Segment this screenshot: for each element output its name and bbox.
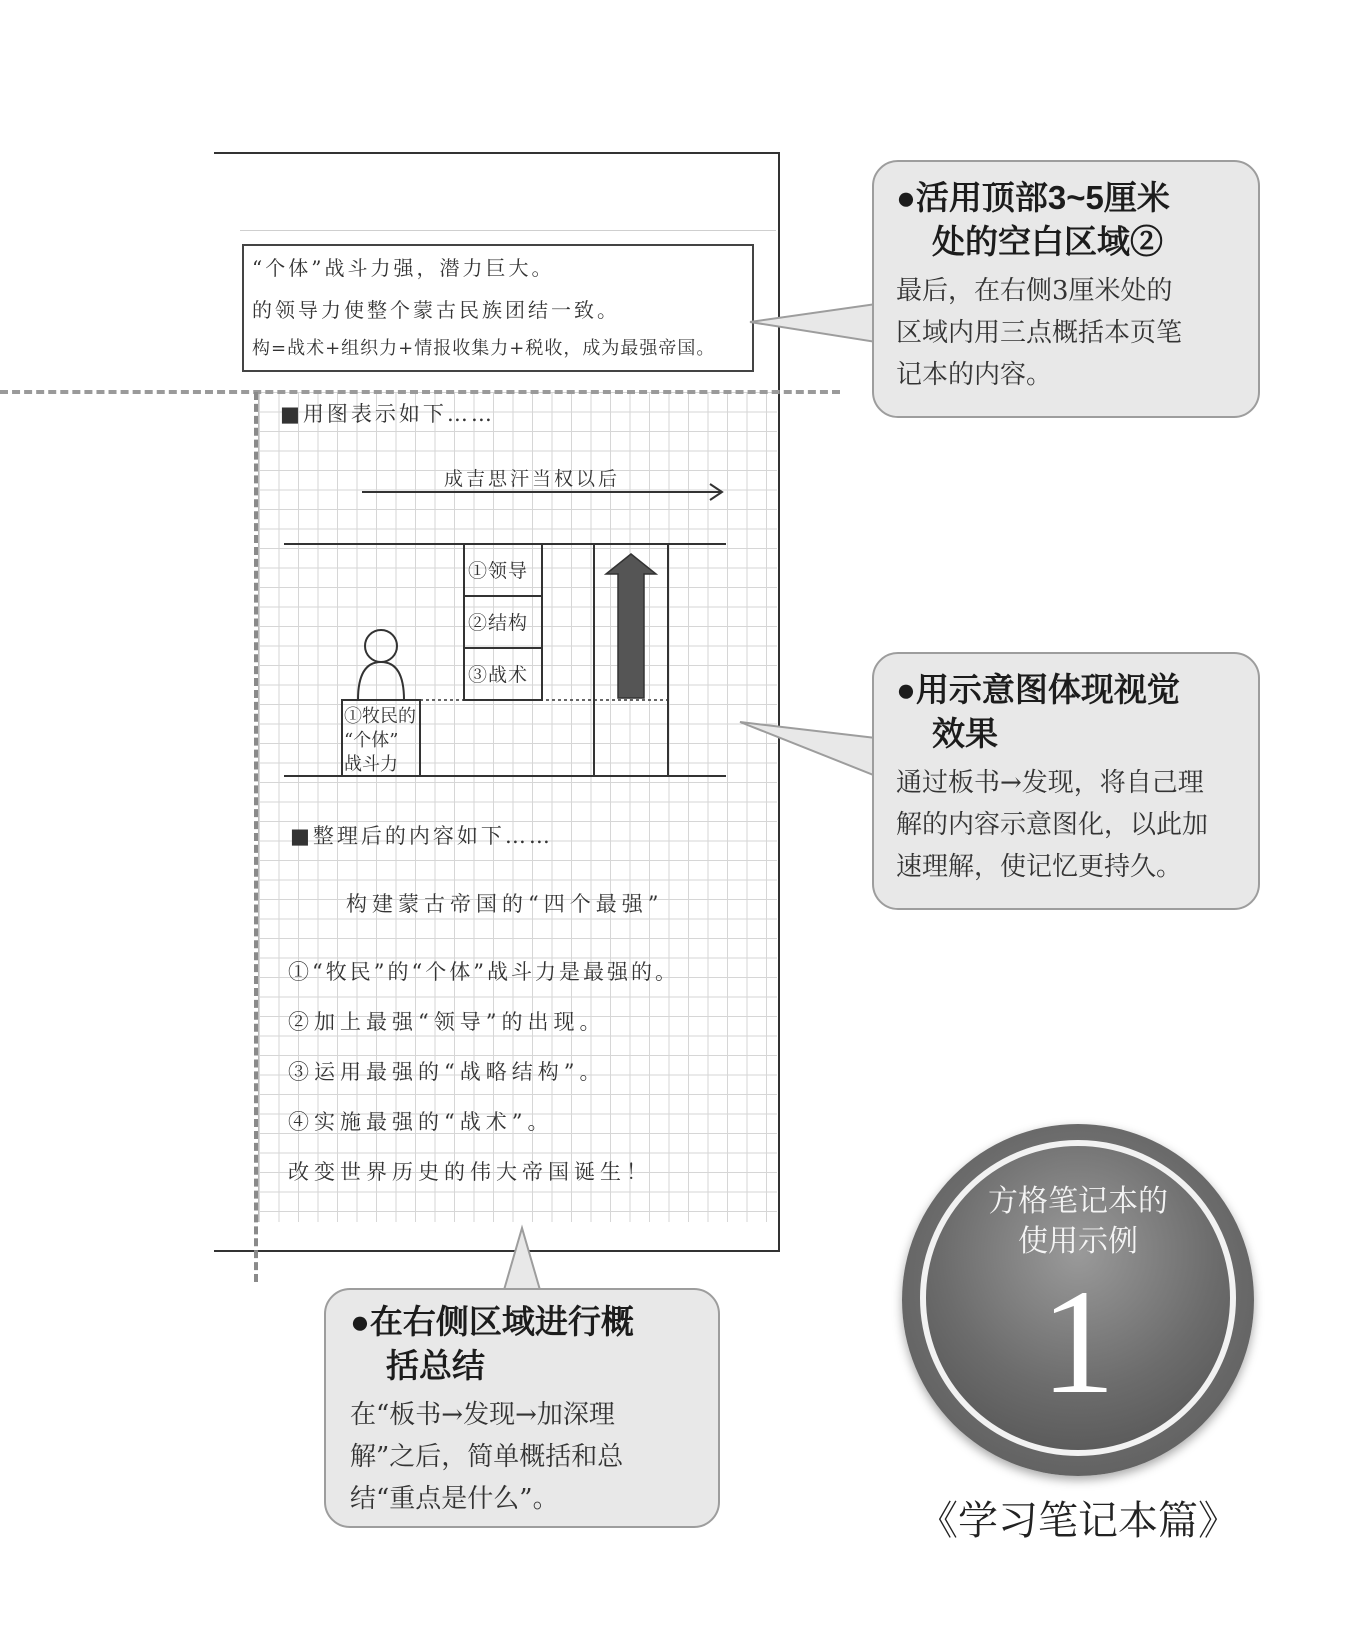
- callout-middle-body-1: 通过板书→发现，将自己理: [896, 768, 1204, 798]
- callout-bottom-body-2: 解”之后，简单概括和总: [350, 1442, 624, 1472]
- callout-middle-title-2: 效果: [932, 715, 998, 752]
- herder-label-line-2: “个体”: [344, 730, 399, 751]
- top-callout-pointer: [750, 304, 876, 342]
- summary-line-3: 构=战术+组织力+情报收集力+税收，成为最强帝国。: [252, 338, 716, 359]
- bottom-callout-pointer: [504, 1228, 540, 1290]
- callout-visual-diagram: [872, 652, 1260, 910]
- callout-middle-body-2: 解的内容示意图化，以此加: [896, 810, 1209, 840]
- callout-bottom-body-1: 在“板书→发现→加深理: [350, 1400, 615, 1430]
- callout-bottom-title-1: ●在右侧区域进行概: [350, 1303, 634, 1340]
- organized-conclusion: 改变世界历史的伟大帝国诞生！: [288, 1160, 652, 1184]
- callout-top-body-1: 最后，在右侧3厘米处的: [896, 276, 1173, 306]
- middle-callout-pointer: [740, 722, 876, 776]
- timeline-label: 成吉思汗当权以后: [444, 468, 621, 490]
- callout-top-body-3: 记本的内容。: [896, 360, 1053, 390]
- organized-title: 构建蒙古帝国的“四个最强”: [346, 892, 664, 916]
- stack-label-2: ②结构: [468, 612, 529, 634]
- callout-top-space: [872, 160, 1260, 418]
- organized-point-3: ③运用最强的“战略结构”。: [288, 1060, 606, 1084]
- stack-label-1: ①领导: [468, 560, 529, 582]
- organized-point-4: ④实施最强的“战术”。: [288, 1110, 554, 1134]
- badge-caption: [920, 1182, 1236, 1262]
- series-title: 《学习笔记本篇》: [918, 1498, 1238, 1544]
- organized-heading: ■整理后的内容如下……: [290, 824, 553, 848]
- badge-number: 1: [1040, 1259, 1116, 1425]
- callout-top-body-2: 区域内用三点概括本页笔: [896, 318, 1183, 348]
- callout-top-title-2: 处的空白区域②: [932, 223, 1163, 260]
- callout-bottom-body-3: 结“重点是什么”。: [350, 1484, 559, 1514]
- callout-middle-body-3: 速理解，使记忆更持久。: [896, 852, 1183, 882]
- diagram-heading: ■用图表示如下……: [280, 402, 495, 426]
- herder-label-line-3: 战斗力: [344, 754, 398, 775]
- callout-top-title-1: ●活用顶部3~5厘米: [896, 179, 1170, 216]
- callout-bottom-title-2: 括总结: [386, 1347, 485, 1384]
- callout-right-summary: [324, 1288, 720, 1528]
- badge-caption-line-2: 使用示例: [1018, 1225, 1138, 1258]
- organized-point-1: ①“牧民”的“个体”战斗力是最强的。: [288, 960, 679, 984]
- badge-caption-line-1: 方格笔记本的: [988, 1185, 1168, 1218]
- stack-label-3: ③战术: [468, 664, 529, 686]
- callout-middle-title-1: ●用示意图体现视觉: [896, 671, 1180, 708]
- summary-line-1: “个体”战斗力强，潜力巨大。: [252, 256, 555, 280]
- herder-label-line-1: ①牧民的: [344, 706, 416, 727]
- summary-line-2: 的领导力使整个蒙古民族团结一致。: [252, 298, 620, 322]
- organized-point-2: ②加上最强“领导”的出现。: [288, 1010, 606, 1034]
